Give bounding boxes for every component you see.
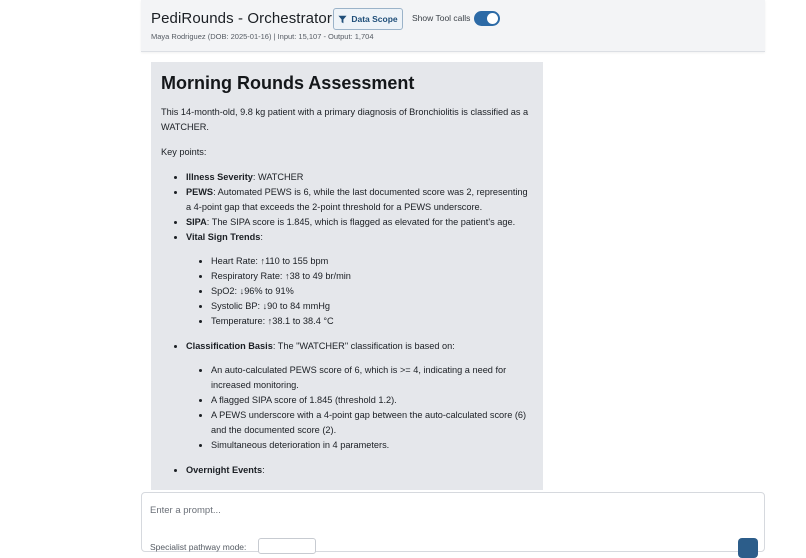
- overnight-label: Overnight Events: [186, 465, 263, 475]
- list-item-vitals: [186, 230, 533, 329]
- pews-label: PEWS: [186, 187, 214, 197]
- show-tool-calls-label: Show Tool calls: [412, 13, 471, 23]
- mode-label: Specialist pathway mode:: [150, 542, 247, 552]
- vitals-list: [186, 254, 533, 329]
- list-item-severity: [186, 170, 533, 185]
- basis-item: • A flagged SIPA score of 1.845 (threshold 1.2).: [211, 393, 533, 408]
- severity-text: : WATCHER: [252, 172, 304, 182]
- toggle-knob: [487, 13, 498, 24]
- show-tool-calls-toggle[interactable]: [474, 11, 500, 26]
- overnight-text: :: [262, 465, 265, 475]
- prompt-box: [141, 492, 765, 552]
- basis-label: Classification Basis: [186, 341, 273, 351]
- vitals-label: Vital Sign Trends: [186, 232, 261, 242]
- data-scope-button[interactable]: [333, 8, 403, 30]
- sipa-label: SIPA: [186, 217, 207, 227]
- vital-item: • Respiratory Rate: ↑38 to 49 br/min: [211, 269, 533, 284]
- list-item-pews: [186, 185, 533, 215]
- list-item-sipa: [186, 215, 533, 230]
- data-scope-label: Data Scope: [351, 14, 398, 24]
- basis-item: • A PEWS underscore with a 4-point gap between the auto-calculated score (6) and the documented score (2).: [211, 408, 533, 438]
- vital-item: • Heart Rate: ↑110 to 155 bpm: [211, 254, 533, 269]
- vital-item: • Temperature: ↑38.1 to 38.4 °C: [211, 314, 533, 329]
- app-header: [141, 0, 765, 52]
- mode-select[interactable]: [258, 538, 316, 554]
- severity-label: Illness Severity: [186, 172, 253, 182]
- prompt-input[interactable]: [150, 501, 710, 519]
- vitals-suffix: :: [260, 232, 263, 242]
- app-title: PediRounds - Orchestrator: [151, 10, 332, 27]
- vital-item: • SpO2: ↓96% to 91%: [211, 284, 533, 299]
- pews-text: : Automated PEWS is 6, while the last documented score was 2, representing a 4-point gap that exceeds the 2-point threshold for a PEWS underscore.: [186, 187, 528, 212]
- assessment-intro: This 14-month-old, 9.8 kg patient with a primary diagnosis of Bronchiolitis is classified as a WATCHER.: [161, 107, 529, 132]
- send-button[interactable]: [738, 538, 758, 558]
- sipa-text: : The SIPA score is 1.845, which is flagged as elevated for the patient's age.: [206, 217, 516, 227]
- basis-item: • Simultaneous deterioration in 4 parameters.: [211, 438, 533, 453]
- basis-list: [186, 363, 533, 453]
- assessment-card: [151, 62, 543, 490]
- basis-text: : The "WATCHER" classification is based on:: [272, 341, 455, 351]
- patient-usage-line: Maya Rodriguez (DOB: 2025-01-16) | Input: 15,107 - Output: 1,704: [151, 32, 374, 41]
- key-points-label: Key points:: [161, 147, 207, 157]
- basis-item: • An auto-calculated PEWS score of 6, which is >= 4, indicating a need for increased monitoring.: [211, 363, 533, 393]
- key-points-list: [161, 170, 533, 478]
- list-item-overnight: [186, 463, 533, 478]
- assessment-heading: Morning Rounds Assessment: [161, 73, 415, 93]
- filter-icon: [338, 15, 347, 24]
- vital-item: • Systolic BP: ↓90 to 84 mmHg: [211, 299, 533, 314]
- list-item-basis: [186, 339, 533, 453]
